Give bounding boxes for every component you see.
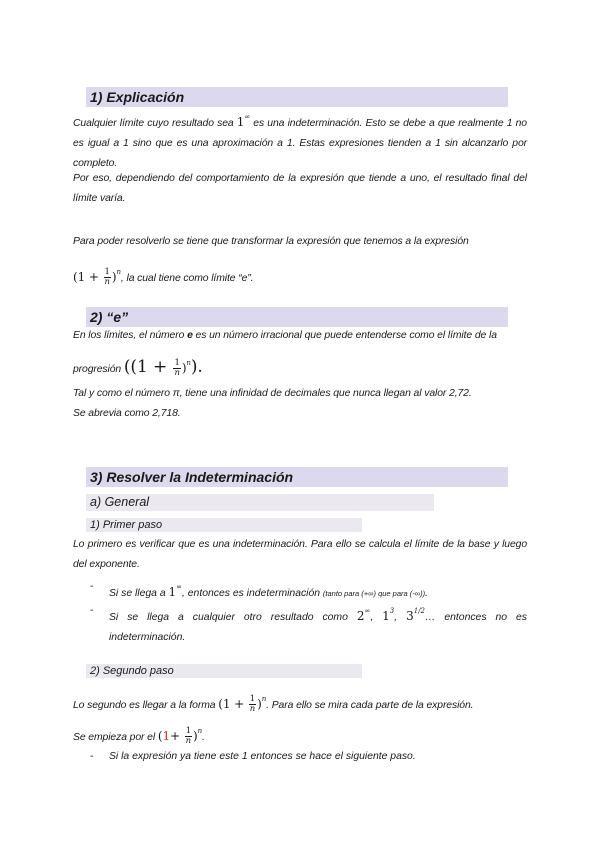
step-2-paragraph: Lo segundo es llegar a la forma (1 + $\frac{1}{n}$ )$^n$. Para ello se mira cada parte de la expresión. bbox=[73, 694, 474, 714]
section-2-paragraph-3: Se abrevia como 2,718. bbox=[73, 408, 181, 419]
formula-progression: ((1 + $\frac{1}{n}$ )$^n$). bbox=[123, 357, 203, 378]
formula-1-plus-1-over-n: (1 + $\frac{1}{n}$ )$^n$ bbox=[73, 267, 121, 287]
document-page: 1) Explicación Cualquier límite cuyo resultado sea 1∞ es una indeterminación. Esto se debe a que realmente 1 no es igual a 1 sino que es una aproximación a 1. Estas expresiones tienden a 1 sin alcanzarlo por completo. Por eso, dependiendo del comportamiento de la expresión que tiende a uno, el resultado final del límite varía. Para poder resolverlo se tiene que transformar la expresión que tenemos a la expresión (1 + $\frac{1}{n}$ )$^n$, la cual tiene como límite “e”. 2) “e” En los límites, el número e es un número irracional que puede entenderse como el límite de la progresión ((1 + $\frac{1}{n}$ )$^n$). Tal y como el número π, tiene una infinidad de decimales que nunca llegan al valor 2,72. Se abrevia como 2,718. 3) Resolver la Indeterminación a) General 1) Primer paso Lo primero es verificar que es una indeterminación. Para ello se calcula el límite de la base y luego del exponente. - Si se llega a 1∞, entonces es indeterminación (tanto para (+∞) que para (-∞)). - Si se llega a cualquier otro resultado como 2∞, $1^3$, $3^{1/2}\dots$ entonces no es indeterminación. 2) Segundo paso Lo segundo es llegar a la forma (1 + $\frac{1}{n}$ )$^n$. Para ello se mira cada parte de la expresión. Se empieza por el (1+ $\frac{1}{n}$ )$^n$. - Si la expresión ya tiene este 1 entonces se hace el siguiente paso. bbox=[73, 89, 527, 762]
step-1-heading: 1) Primer paso bbox=[86, 518, 362, 532]
section-2-paragraph-1: En los límites, el número e es un número irracional que puede entenderse como el límite de la bbox=[73, 330, 497, 341]
step-2-heading: 2) Segundo paso bbox=[86, 664, 362, 678]
step-1-paragraph: Lo primero es verificar que es una indeterminación. Para ello se calcula el límite de la base y luego del exponente. bbox=[73, 539, 527, 570]
section-2-heading: 2) “e” bbox=[86, 307, 508, 327]
section-3-heading: 3) Resolver la Indeterminación bbox=[86, 467, 508, 487]
formula-form: (1 + $\frac{1}{n}$ )$^n$ bbox=[218, 694, 267, 714]
section-1-heading: 1) Explicación bbox=[86, 87, 508, 107]
step-2-start-line: Se empieza por el (1+ $\frac{1}{n}$ )$^n$. bbox=[73, 726, 205, 746]
section-1-paragraph-3: Para poder resolverlo se tiene que transformar la expresión que tenemos a la expresión bbox=[73, 236, 469, 247]
section-1-formula-line: (1 + $\frac{1}{n}$ )$^n$, la cual tiene como límite “e”. bbox=[73, 267, 254, 287]
section-2-progression-line: progresión ((1 + $\frac{1}{n}$ )$^n$). bbox=[73, 357, 203, 378]
list-item: - Si se llega a cualquier otro resultado como 2∞, $1^3$, $3^{1/2}\dots$ entonces no es indeterminación. bbox=[90, 605, 527, 643]
section-1-paragraph-2: Por eso, dependiendo del comportamiento de la expresión que tiende a uno, el resultado final del límite varía. bbox=[73, 173, 527, 204]
section-1-paragraph-1: Cualquier límite cuyo resultado sea 1∞ es una indeterminación. Esto se debe a que realmente 1 no es igual a 1 sino que es una aproximación a 1. Estas expresiones tienden a 1 sin alcanzarlo por completo. bbox=[73, 113, 527, 169]
formula-highlight-one: (1+ $\frac{1}{n}$ )$^n$ bbox=[157, 726, 203, 746]
subsection-a-general: a) General bbox=[86, 494, 434, 511]
section-2-paragraph-2: Tal y como el número π, tiene una infinidad de decimales que nunca llegan al valor 2,72. bbox=[73, 388, 472, 399]
